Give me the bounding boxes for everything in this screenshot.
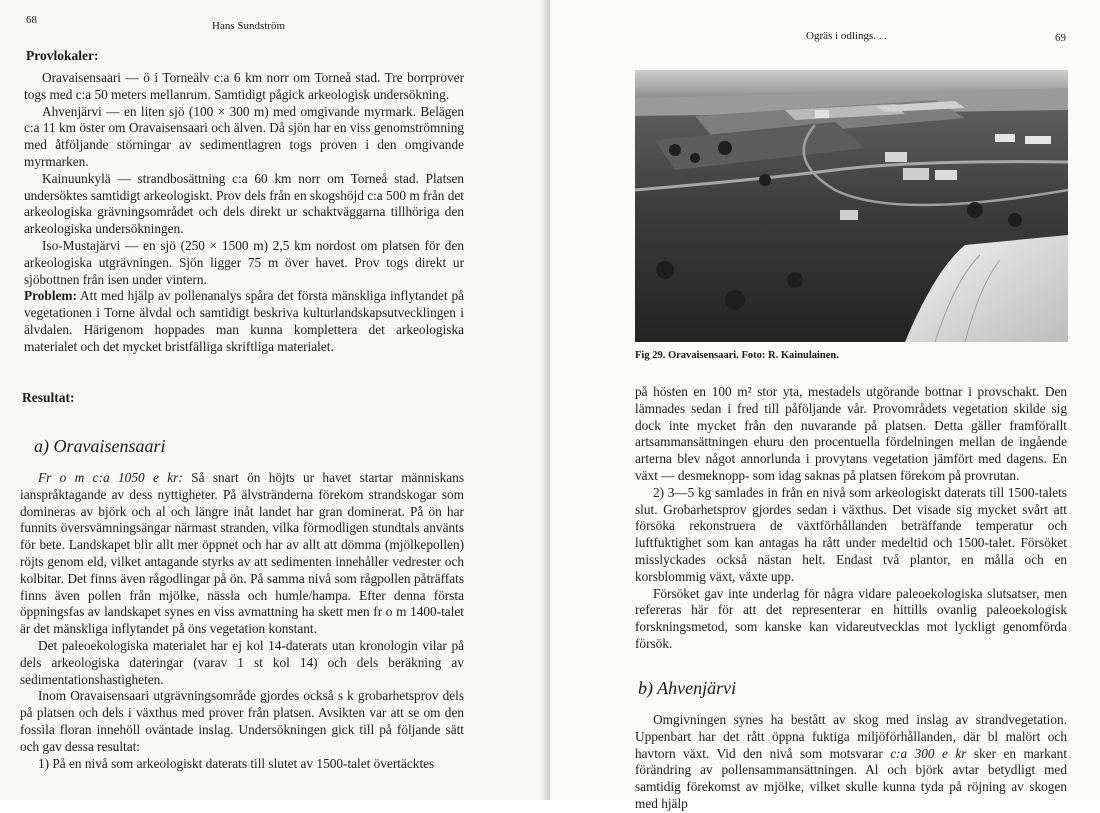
paragraph-oravaisensaari: Oravaisensaari — ö i Torneälv c:a 6 km norr om Torneå stad. Tre borrprover togs med c:a 50 meters mellanrum. Samtidigt pågick arkeologisk undersökning. [24, 70, 464, 102]
left-page [0, 0, 550, 800]
paragraph-iso-mustajarvi: Iso-Mustajärvi — en sjö (250 × 1500 m) 2,5 km nordost om platsen för den arkeologiska utgrävningen. Sjön ligger 75 m över havet. Prov togs direkt ur sjöbottnen från isen under vintern. [24, 237, 464, 287]
section-b-heading: b) Ahvenjärvi [638, 678, 737, 698]
omgiv-rest: sker en markant förändring av pollensammansättningen. Al och björk avtar betydligt med samtidig förekomst av mjölke, vilket skulle kunna tyda på röjning av skogen med hjälp [635, 745, 1068, 811]
page-number-right: 69 [1055, 32, 1066, 44]
paragraph-kainuunkyla: Kainuunkylä — strandbosättning c:a 60 km norr om Torneå stad. Platsen undersöktes samtidigt arkeologiskt. Prov dels från en skogshöjd c:a 500 m från det arkeologiska grävningsområdet och dels direkt ur schaktväggarna tillhöriga den arkeologiska undersökningen. [24, 170, 464, 237]
period-text: Så snart ön höjts ur havet startar människans ianspråktagande av dess nyttigheter. På älvstränderna förekom strandskogar som domineras av björk och al och längre inåt landet har gran dominerat. På ön har funnits översvämningsängar närmast stranden, vilka förmodligen stundtals använts för bete. Landskapet blir allt mer öppnet och har av allt att dömma (mjölkepollen) röjts genom eld, vilket antagande styrks av att sedimenten innehåller vedrester och kolbitar. Det finns även rågodlingar på ön. På samma nivå som rågpollen påträffats finns även pollen från mjölke, nässla och humle/hampa. Efter denna första öppningsfas av landskapet synes en viss avmattning ha skett men fr o m 1400-talet är det mänskliga inflytandet på öns vegetation konstant. [20, 470, 464, 637]
omgiv-date: c:a 300 e kr [890, 745, 967, 761]
problem-label: Problem: [24, 288, 77, 304]
resultat-heading: Resultat: [22, 390, 75, 405]
right-body-top [635, 384, 1067, 653]
paragraph-omgivningen [635, 712, 1067, 813]
running-head-left: Hans Sundström [212, 20, 286, 32]
paragraph-2: 2) 3—5 kg samlades in från en nivå som arkeologiskt daterats till 1500-talets slut. Grobarhetsprov gjordes sedan i växthus. Det visade sig mycket svårt att försöka rekonstruera de växtförhållanden beträffande temperatur och luftfuktighet som kan antagas ha rått under medeltid och 1500-talet. Försöket misslyckades också nästan helt. Endast två plantor, en målla och en korsblommig växt, växte upp. [635, 484, 1067, 584]
problem-text: Att med hjälp av pollenanalys spåra det första mänskliga inflytandet på vegetationen i Torne älvdal och samtidigt beskriva kulturlandskapsutvecklingen i älvdalen. Härigenom hoppades man kunna komplettera det arkeologiska materialet och det mycket bristfälliga skriftliga materialet. [24, 288, 464, 354]
provlokaler-heading: Provlokaler: [26, 48, 99, 63]
figure-caption: Fig 29. Oravaisensaari. Foto: R. Kainulainen. [635, 350, 839, 361]
paragraph-paleo: Det paleoekologiska materialet har ej kol 14-daterats utan kronologin vilar på dels arkeologiska dateringar (varav 1 st kol 14) och dels beräkning av sedimentationshastigheten. [20, 637, 464, 687]
paragraph-forsok: Försöket gav inte underlag för några vidare paleoekologiska slutsatser, men refereras här för att det representerar en hittills ovanlig paleoekologisk forskningsmetod, som kanske kan vidareutvecklas mot lyckligt genomförda försök. [635, 585, 1067, 651]
paragraph-inom: Inom Oravaisensaari utgrävningsområde gjordes också s k grobarhetsprov dels på platsen och dels i växthus med prover från platsen. Avsikten var att se om den fossila floran innehöll oväntade inslag. Undersökningen gick till på följande sätt och gav dessa resultat: [20, 688, 464, 754]
paragraph-ahvenjarvi: Ahvenjärvi — en liten sjö (100 × 300 m) med omgivande myrmark. Belägen c:a 11 km öster om Oravaisensaari och älven. Då sjön har en viss genomströmning med åtföljande störningar av sedimentlagren togs proven i den omgivande myrmarken. [24, 103, 464, 169]
page-number-left: 68 [26, 14, 37, 26]
right-body-bottom [635, 712, 1067, 813]
paragraph-continuation: på hösten en 100 m² stor yta, mestadels utgörande bottnar i provschakt. Den lämnades sedan i fred till påföljande vår. Provområdets vegetation skilde sig dock inte mycket från den nuvarande på platsen. Detta gäller framförallt artsammansättningen ehuru den procentuella fördelningen mellan de ingående arterna blev något annorlunda i provytans vegetation jämfört med dagens. En växt — desmeknopp- som idag saknas på platsen förekom på provrutan. [635, 384, 1067, 483]
running-head-right: Ogräs i odlings. . . [806, 30, 887, 42]
paragraph-1: 1) På en nivå som arkeologiskt daterats till slutet av 1500-talet övertäcktes [38, 755, 435, 771]
paragraph-problem [24, 288, 464, 355]
aerial-photo [635, 70, 1068, 342]
provlokaler-list [24, 70, 464, 356]
section-a-body [20, 470, 464, 772]
section-a-heading: a) Oravaisensaari [34, 436, 166, 456]
omgiv-lead: Omgivningen synes ha bestått av skog med inslag av strandvegetation. Uppenbart har det rått öppna fuktiga miljöförhållanden, där bl malört och havtorn växt. Vid den nivå som motsvarar [635, 712, 1067, 761]
aerial-landscape-image [635, 70, 1068, 342]
paragraph-fr-o-m [20, 470, 464, 638]
period-label: Fr o m c:a 1050 e kr: [38, 470, 183, 485]
